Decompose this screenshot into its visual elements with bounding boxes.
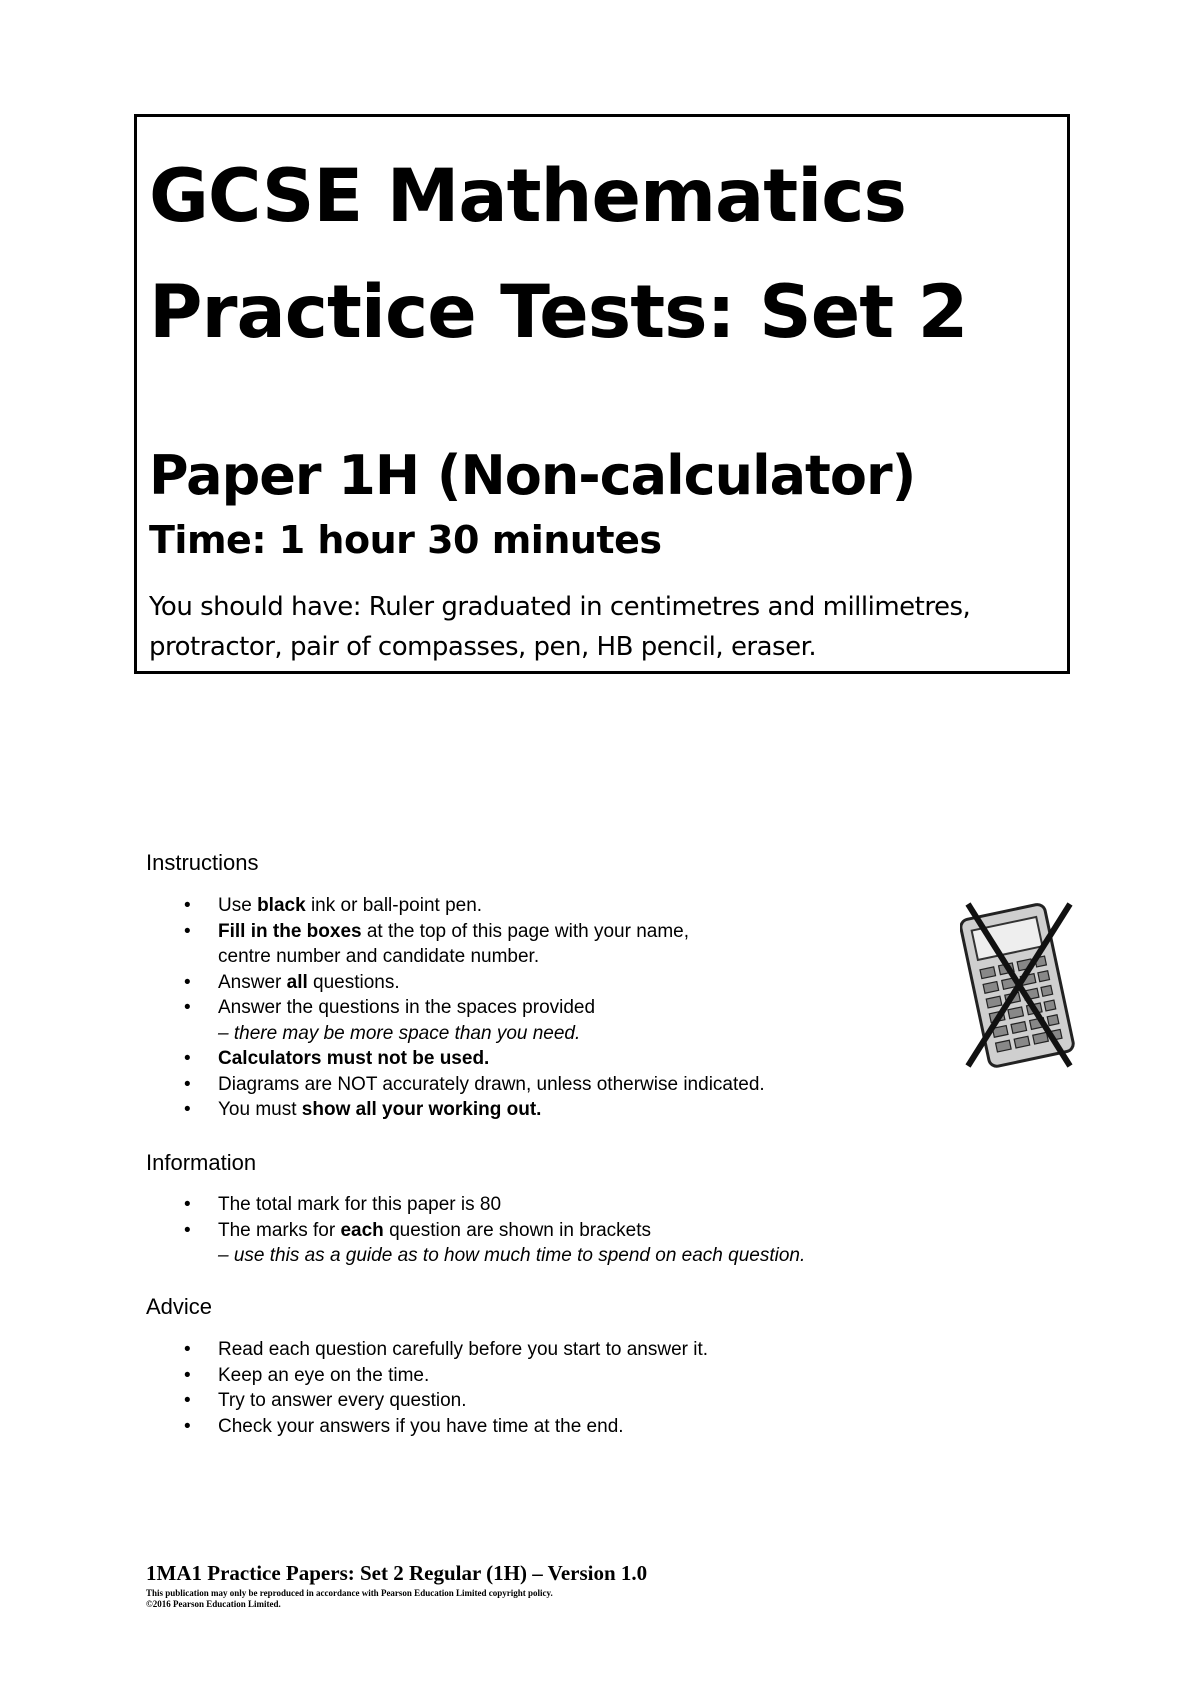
list-item: • The marks for each question are shown in brackets – use this as a guide as to how much time to spend on each question. bbox=[146, 1218, 805, 1269]
copyright-policy: This publication may only be reproduced in accordance with Pearson Education Limited copyright policy. bbox=[146, 1588, 553, 1598]
instructions-heading: Instructions bbox=[146, 850, 259, 875]
title-line-1: GCSE Mathematics bbox=[149, 154, 906, 239]
instructions-list bbox=[146, 893, 765, 1123]
information-heading: Information bbox=[146, 1150, 257, 1175]
list-item: • Keep an eye on the time. bbox=[146, 1363, 708, 1389]
title-line-2: Practice Tests: Set 2 bbox=[149, 270, 968, 355]
footer-title: 1MA1 Practice Papers: Set 2 Regular (1H) – Version 1.0 bbox=[146, 1561, 648, 1585]
list-item: • Try to answer every question. bbox=[146, 1388, 708, 1414]
time-allowed: Time: 1 hour 30 minutes bbox=[149, 518, 662, 562]
copyright-notice: ©2016 Pearson Education Limited. bbox=[146, 1599, 281, 1609]
list-item: • Read each question carefully before you start to answer it. bbox=[146, 1337, 708, 1363]
list-item: • Answer all questions. bbox=[146, 970, 765, 996]
advice-heading: Advice bbox=[146, 1294, 213, 1319]
equipment-line-1: You should have: Ruler graduated in centimetres and millimetres, bbox=[149, 592, 971, 622]
list-item: • Use black ink or ball-point pen. bbox=[146, 893, 765, 919]
crossed-out-calculator-icon bbox=[960, 900, 1078, 1070]
list-item: • Answer the questions in the spaces provided – there may be more space than you need. bbox=[146, 995, 765, 1046]
list-item: • Diagrams are NOT accurately drawn, unless otherwise indicated. bbox=[146, 1072, 765, 1098]
list-item: • The total mark for this paper is 80 bbox=[146, 1192, 805, 1218]
paper-name: Paper 1H (Non-calculator) bbox=[149, 444, 916, 507]
equipment-text bbox=[149, 587, 1067, 667]
list-item: • You must show all your working out. bbox=[146, 1097, 765, 1123]
information-list bbox=[146, 1192, 805, 1269]
equipment-line-2: protractor, pair of compasses, pen, HB pencil, eraser. bbox=[149, 632, 817, 662]
list-item: • Check your answers if you have time at the end. bbox=[146, 1414, 708, 1440]
list-item: • Fill in the boxes at the top of this page with your name, centre number and candidate number. bbox=[146, 919, 765, 970]
title-box bbox=[134, 114, 1070, 674]
advice-list bbox=[146, 1337, 708, 1439]
list-item: • Calculators must not be used. bbox=[146, 1046, 765, 1072]
